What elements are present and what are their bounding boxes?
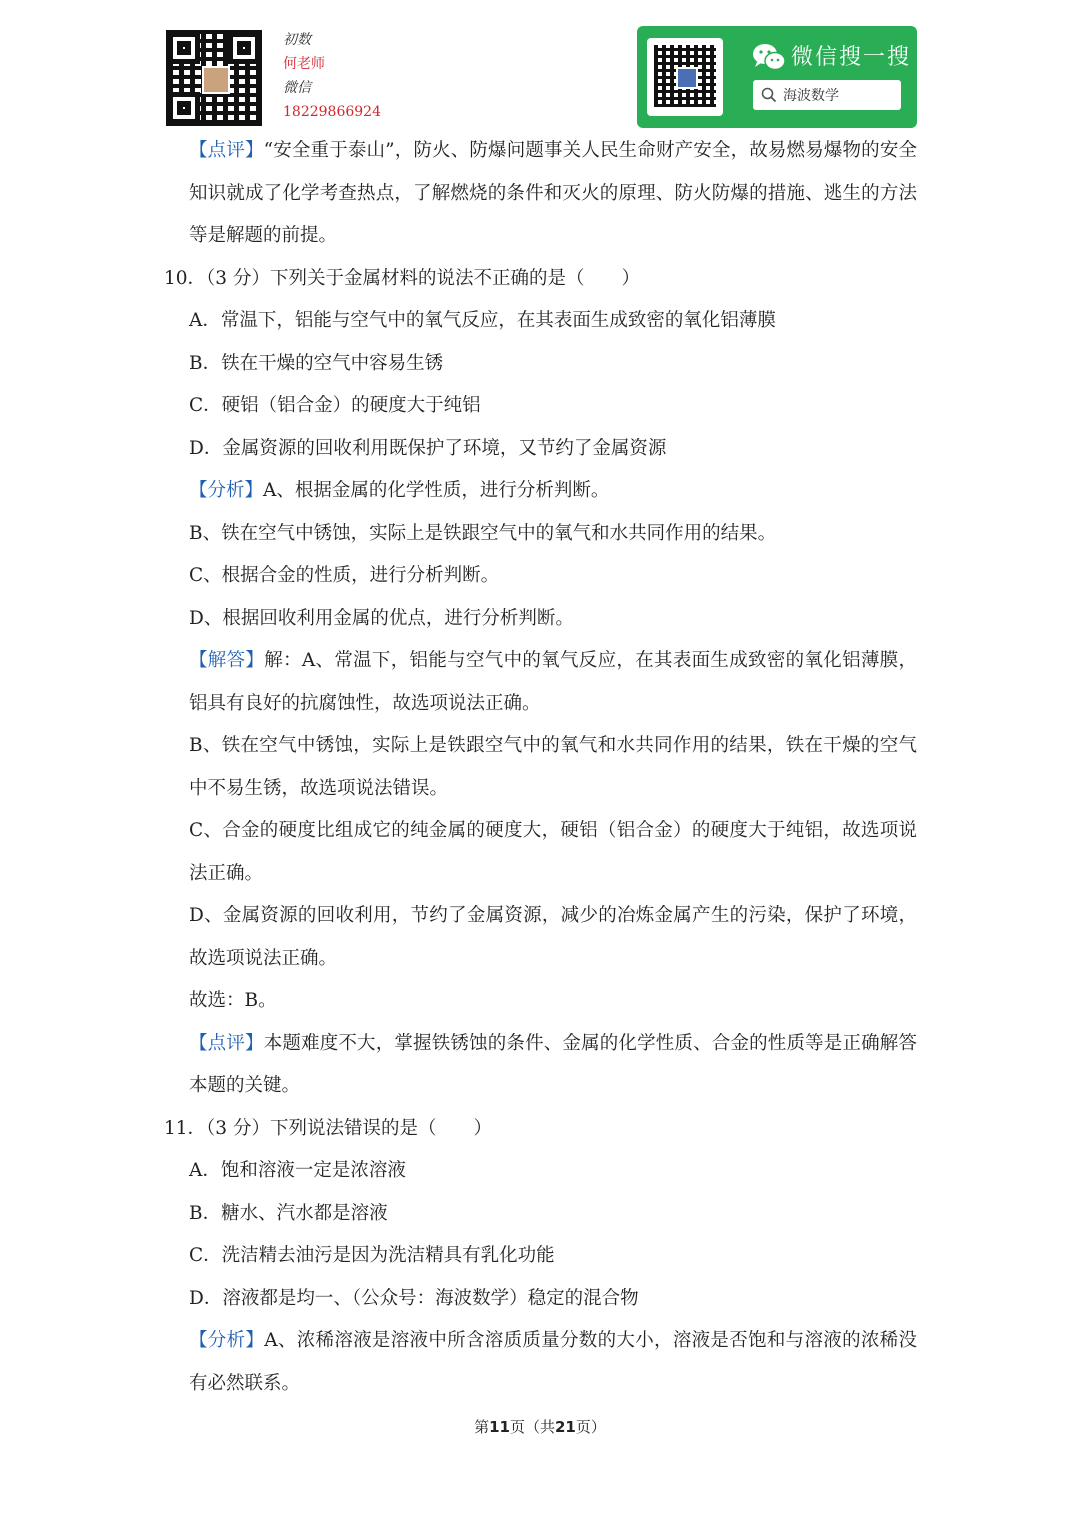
wechat-search-title: 微信搜一搜 bbox=[791, 45, 912, 70]
option-b: B．铁在干燥的空气中容易生锈 bbox=[189, 352, 444, 374]
question-10: 10．（3 分）下列关于金属材料的说法不正确的是（ ） bbox=[164, 267, 640, 289]
comment-paragraph-2: 【点评】本题难度不大，掌握铁锈蚀的条件、金属的化学性质、合金的性质等是正确解答 bbox=[189, 1032, 917, 1054]
answer-paragraph: 【解答】解：A、常温下，铝能与空气中的氧气反应，在其表面生成致密的氧化铝薄膜， bbox=[189, 650, 917, 671]
option-a-11: A．饱和溶液一定是浓溶液 bbox=[189, 1160, 406, 1181]
option-b-11: B．糖水、汽水都是溶液 bbox=[189, 1202, 388, 1224]
avatar bbox=[202, 66, 230, 94]
page-number: 11 bbox=[489, 1418, 510, 1436]
analysis-paragraph: 【分析】A、根据金属的化学性质，进行分析判断。 bbox=[189, 480, 610, 501]
analysis-tag: 【分析】 bbox=[189, 480, 264, 501]
teacher-contact bbox=[283, 28, 381, 124]
contact-phone: 18229866924 bbox=[283, 104, 381, 120]
contact-subject: 初数 bbox=[283, 32, 311, 48]
option-a: A．常温下，铝能与空气中的氧气反应，在其表面生成致密的氧化铝薄膜 bbox=[189, 310, 776, 331]
option-c: C．硬铝（铝合金）的硬度大于纯铝 bbox=[189, 395, 481, 416]
page-total: 21 bbox=[555, 1418, 576, 1436]
page-footer: 第11页（共21页） bbox=[474, 1418, 606, 1436]
analysis-paragraph-2: 【分析】A、浓稀溶液是溶液中所含溶质质量分数的大小，溶液是否饱和与溶液的浓稀没 bbox=[189, 1330, 917, 1351]
final-answer: 故选：B。 bbox=[189, 990, 277, 1011]
wechat-search-box[interactable] bbox=[753, 80, 901, 110]
document-body: 【点评】“安全重于泰山”，防火、防爆问题事关人民生命财产安全，故易燃易爆物的安全 知识就成了化学考查热点，了解燃烧的条件和灭火的原理、防火防爆的措施、逃生的方法 等是解题的前提。 10．（3 分）下列关于金属材料的说法不正确的是（ ） A．常温下，铝能与空气中的氧气反应，在其表面生成致密的氧化铝薄膜 B．铁在干燥的空气中容易生锈 C．硬铝（铝合金）的硬度大于纯铝 D．金属资源的回收利用既保护了环境，又节约了金属资源 【分析】A、根据金属的化学性质，进行分析判断。 B、铁在空气中锈蚀，实际上是铁跟空气中的氧气和水共同作用的结果。 C、根据合金的性质，进行分析判断。 D、根据回收利用金属的优点，进行分析判断。 【解答】解：A、常温下，铝能与空气中的氧气反应，在其表面生成致密的氧化铝薄膜， 铝具有良好的抗腐蚀性，故选项说法正确。 B、铁在空气中锈蚀，实际上是铁跟空气中的氧气和水共同作用的结果，铁在干燥的空气 中不易生锈，故选项说法错误。 C、合金的硬度比组成它的纯金属的硬度大，硬铝（铝合金）的硬度大于纯铝，故选项说 法正确。 D、金属资源的回收利用，节约了金属资源，减少的冶炼金属产生的污染，保护了环境， 故选项说法正确。 故选：B。 【点评】本题难度不大，掌握铁锈蚀的条件、金属的化学性质、合金的性质等是正确解答 本题的关键。 11．（3 分）下列说法错误的是（ ） A．饱和溶液一定是浓溶液 B．糖水、汽水都是溶液 C．洗洁精去油污是因为洗洁精具有乳化功能 D．溶液都是均一、（公众号：海波数学）稳定的混合物 【分析】A、浓稀溶液是溶液中所含溶质质量分数的大小，溶液是否饱和与溶液的浓稀没 有必然联系。 bbox=[0, 130, 1080, 1405]
comment-paragraph: 【点评】“安全重于泰山”，防火、防爆问题事关人民生命财产安全，故易燃易爆物的安全 bbox=[189, 140, 917, 161]
comment-tag: 【点评】 bbox=[189, 140, 264, 161]
page-header bbox=[0, 0, 1080, 130]
teacher-qr-code bbox=[168, 32, 260, 124]
analysis-tag-2: 【分析】 bbox=[189, 1330, 265, 1351]
contact-name: 何老师 bbox=[283, 56, 325, 72]
question-11: 11．（3 分）下列说法错误的是（ ） bbox=[164, 1117, 492, 1139]
comment-tag-2: 【点评】 bbox=[189, 1032, 264, 1054]
contact-wechat-label: 微信 bbox=[283, 80, 311, 96]
option-d: D．金属资源的回收利用既保护了环境，又节约了金属资源 bbox=[189, 437, 667, 459]
wechat-qr-code bbox=[647, 38, 723, 116]
option-d-11: D．溶液都是均一、（公众号：海波数学）稳定的混合物 bbox=[189, 1287, 639, 1309]
wechat-icon bbox=[751, 42, 787, 72]
answer-tag: 【解答】 bbox=[189, 650, 265, 671]
wechat-search-card bbox=[637, 26, 917, 128]
option-c-11: C．洗洁精去油污是因为洗洁精具有乳化功能 bbox=[189, 1245, 555, 1266]
wechat-search-text: 海波数学 bbox=[783, 88, 839, 104]
search-icon bbox=[761, 87, 777, 103]
